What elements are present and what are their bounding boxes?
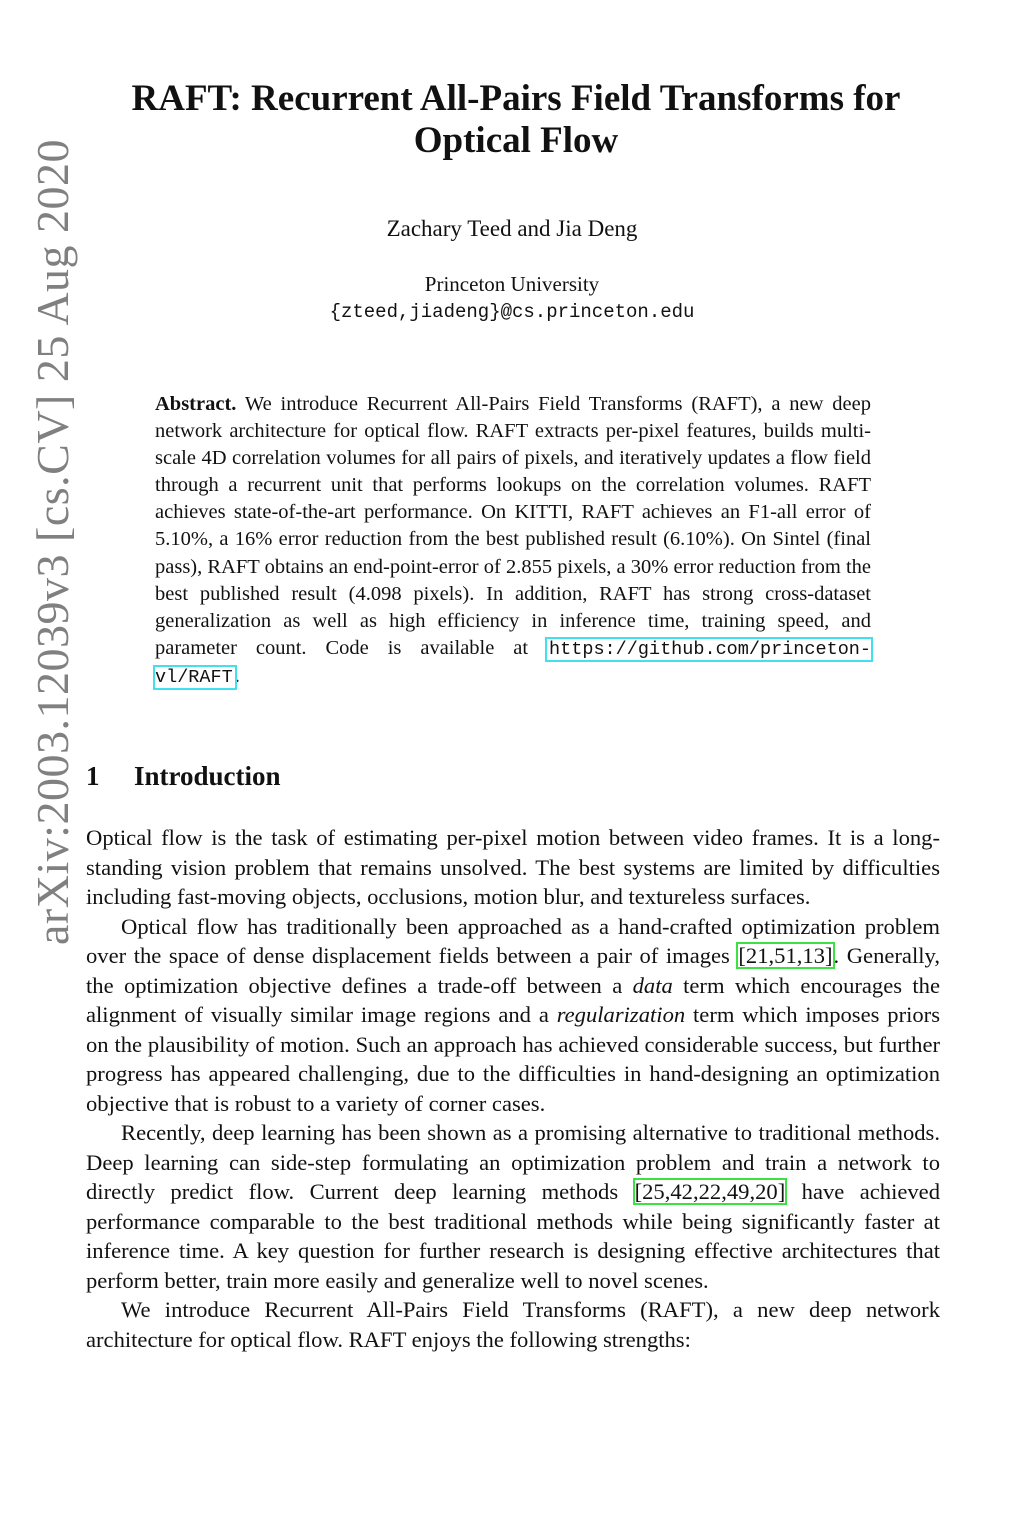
abstract-text: We introduce Recurrent All-Pairs Field Transforms (RAFT), a new deep network architecture for optical flow. RAFT extracts per-pixel features, builds multi-scale 4D correlation volumes for all pairs of pixels, and iteratively updates a flow field through a recurrent unit that performs lookups on the correlation volumes. RAFT achieves state-of-the-art performance. On KITTI, RAFT achieves an F1-all error of 5.10%, a 16% error reduction from the best published result (6.10%). On Sintel (final pass), RAFT obtains an end-point-error of 2.855 pixels, a 30% error reduction from the best published result (4.098 pixels). In addition, RAFT has strong cross-dataset generalization as well as high efficiency in inference time, training speed, and parameter count. Code is available at: [155, 393, 871, 659]
paragraph-2-text: . Generally, the optimization objective defines a trade-off between a: [86, 943, 940, 998]
authors: Zachary Teed and Jia Deng: [386, 216, 638, 241]
section-heading: [86, 761, 281, 792]
code-url-link[interactable]: https://github.com/princeton-vl/RAFT: [155, 638, 871, 688]
cite-bracket: ]: [777, 1179, 786, 1204]
paragraph-3: [86, 1118, 940, 1295]
emphasis-regularization: regularization: [556, 1002, 686, 1027]
citation-ref[interactable]: 49: [726, 1179, 750, 1204]
citation-link[interactable]: [25,42,22,49,20]: [634, 1179, 786, 1204]
cite-bracket: [: [634, 1179, 643, 1204]
citation-ref[interactable]: 20: [755, 1179, 778, 1204]
paragraph-2-text: term which encourages the alignment of visually similar image regions and a: [86, 972, 940, 1027]
citation-ref[interactable]: 22: [698, 1179, 722, 1204]
section-body: [86, 823, 940, 1354]
section-number: 1: [86, 761, 100, 791]
abstract-end: .: [234, 664, 240, 687]
cite-bracket: ]: [825, 943, 833, 968]
citation-link[interactable]: [21,51,13]: [738, 943, 833, 968]
paragraph-4: We introduce Recurrent All-Pairs Field Transforms (RAFT), a new deep network architecture for optical flow. RAFT enjoys the following strengths:: [86, 1297, 940, 1352]
paragraph-3-text: have achieved performance comparable to the best traditional methods while being significantly faster at inference time. A key question for further research is designing effective architectures that perform better, train more easily and generalize well to novel scenes.: [86, 1179, 940, 1293]
abstract: [155, 391, 871, 691]
citation-ref[interactable]: 42: [670, 1179, 693, 1204]
paragraph-2-text: term which imposes priors on the plausibility of motion. Such an approach has achieved considerable success, but further progress has appeared challenging, due to the difficulties in hand-designing an optimization objective that is robust to a variety of corner cases.: [86, 1002, 940, 1116]
cite-bracket: [: [738, 943, 746, 968]
citation-ref[interactable]: 21: [745, 943, 769, 968]
citation-ref[interactable]: 13: [802, 943, 826, 968]
affiliation: Princeton University: [424, 272, 600, 296]
email-address: {zteed,jiadeng}@cs.princeton.edu: [329, 301, 695, 323]
abstract-label: Abstract.: [155, 393, 237, 415]
section-title: Introduction: [134, 761, 281, 791]
affiliation-block: [86, 270, 938, 326]
emphasis-data: data: [632, 972, 673, 998]
paragraph-2-text: Optical flow has traditionally been approached as a hand-crafted optimization problem over the space of dense displacement fields between a pair of images: [86, 913, 940, 968]
arxiv-identifier-stamp: arXiv:2003.12039v3 [cs.CV] 25 Aug 2020: [27, 138, 78, 945]
paragraph-2: [86, 912, 940, 1119]
citation-ref[interactable]: 25: [642, 1179, 665, 1204]
paper-title: RAFT: Recurrent All-Pairs Field Transforms for Optical Flow: [131, 78, 901, 161]
paragraph-3-text: Recently, deep learning has been shown as a promising alternative to traditional methods. Deep learning can side-step formulating an optimization problem and train a network to directly predict flow. Current deep learning methods: [86, 1120, 940, 1204]
citation-ref[interactable]: 51: [774, 943, 797, 968]
paragraph-1: Optical flow is the task of estimating per-pixel motion between video frames. It is a long-standing vision problem that remains unsolved. The best systems are limited by difficulties including fast-moving objects, occlusions, motion blur, and textureless surfaces.: [86, 825, 940, 909]
